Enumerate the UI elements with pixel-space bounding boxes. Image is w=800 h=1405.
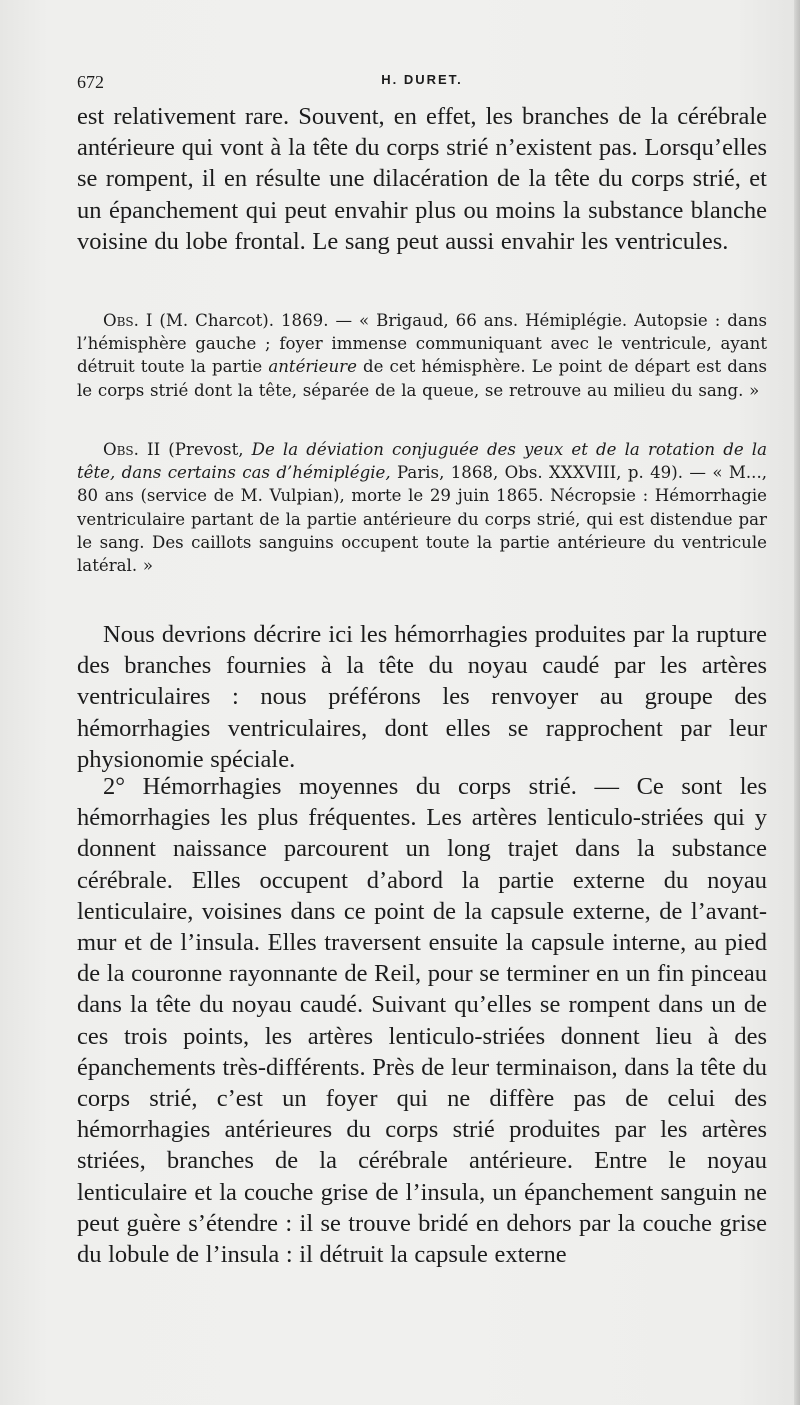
- obs-label: Obs.: [103, 440, 139, 459]
- page-header: [77, 70, 767, 94]
- observation-2: [77, 438, 767, 577]
- paragraph-ventricular: Nous devrions décrire ici les hémorrhagies produites par la rupture des branches fournies à la tête du noyau caudé par les artères ventriculaires : nous préférons les renvoyer au groupe des hémorrhagies ventriculaires, dont elles se rapprochent par leur physionomie spéciale.: [77, 621, 767, 773]
- page-number: 672: [77, 72, 104, 92]
- obs1-italic: antérieure: [268, 357, 357, 377]
- paragraph-medium-hemorrhages: 2° Hémorrhagies moyennes du corps strié. — Ce sont les hémorrhagies les plus fréquentes. Les artères lenticulo-striées qui y donnent naissance parcourent un long trajet dans la substance cérébrale. Elles occupent d’abord la partie externe du noyau lenticulaire, voisines dans ce point de la capsule externe, de l’avant-mur et de l’insula. Elles traversent ensuite la capsule interne, au pied de la couronne rayonnante de Reil, pour se terminer en un fin pinceau dans la tête du noyau caudé. Suivant qu’elles se rompent dans un de ces trois points, les artères lenticulo-striées donnent lieu à des épanchements très-différents. Près de leur terminaison, dans la tête du corps strié, c’est un foyer qui ne diffère pas de celui des hémorrhagies antérieures du corps strié produites par les artères striées, branches de la cérébrale antérieure. Entre le noyau lenticulaire et la couche grise de l’insula, un épanchement sanguin ne peut guère s’étendre : il se trouve bridé en dehors par la couche grise du lobule de l’insula : il détruit la capsule externe: [77, 773, 767, 1269]
- obs-label: Obs.: [103, 311, 139, 330]
- obs1-text-b: de cet hémisphère. Le point de départ est dans le corps strié dont la tête, séparée de la queue, se retrouve au milieu du sang. »: [77, 357, 767, 400]
- paragraph-continuation: est relativement rare. Souvent, en effet, les branches de la cérébrale antérieure qui vont à la tête du corps strié n’existent pas. Lorsqu’elles se rompent, il en résulte une dilacération de la tête du corps strié, et un épanchement qui peut envahir plus ou moins la substance blanche voisine du lobe frontal. Le sang peut aussi envahir les ventricules.: [77, 103, 767, 255]
- running-head: H. DURET.: [381, 72, 463, 87]
- page-edge-shadow: [794, 0, 800, 1405]
- observation-1: [77, 309, 767, 402]
- obs2-text-a: II (Prevost,: [138, 440, 252, 459]
- obs2-italic-title: De la déviation conjuguée des yeux et de la rotation de la tête, dans certains cas d’hémiplégie,: [77, 440, 767, 483]
- obs2-text-b: Paris, 1868, Obs. XXXVIII, p. 49). — « M..., 80 ans (service de M. Vulpian), morte le 29 juin 1865. Nécropsie : Hémorrhagie ventriculaire partant de la partie antérieure du corps strié, qui est distendue par le sang. Des caillots sanguins occupent toute la partie antérieure du ventricule latéral. »: [77, 463, 768, 576]
- obs1-text-a: I (M. Charcot). 1869. — « Brigaud, 66 ans. Hémiplégie. Autopsie : dans l’hémisphère gauche ; foyer immense communiquant avec le ventricule, ayant détruit toute la partie: [77, 311, 767, 377]
